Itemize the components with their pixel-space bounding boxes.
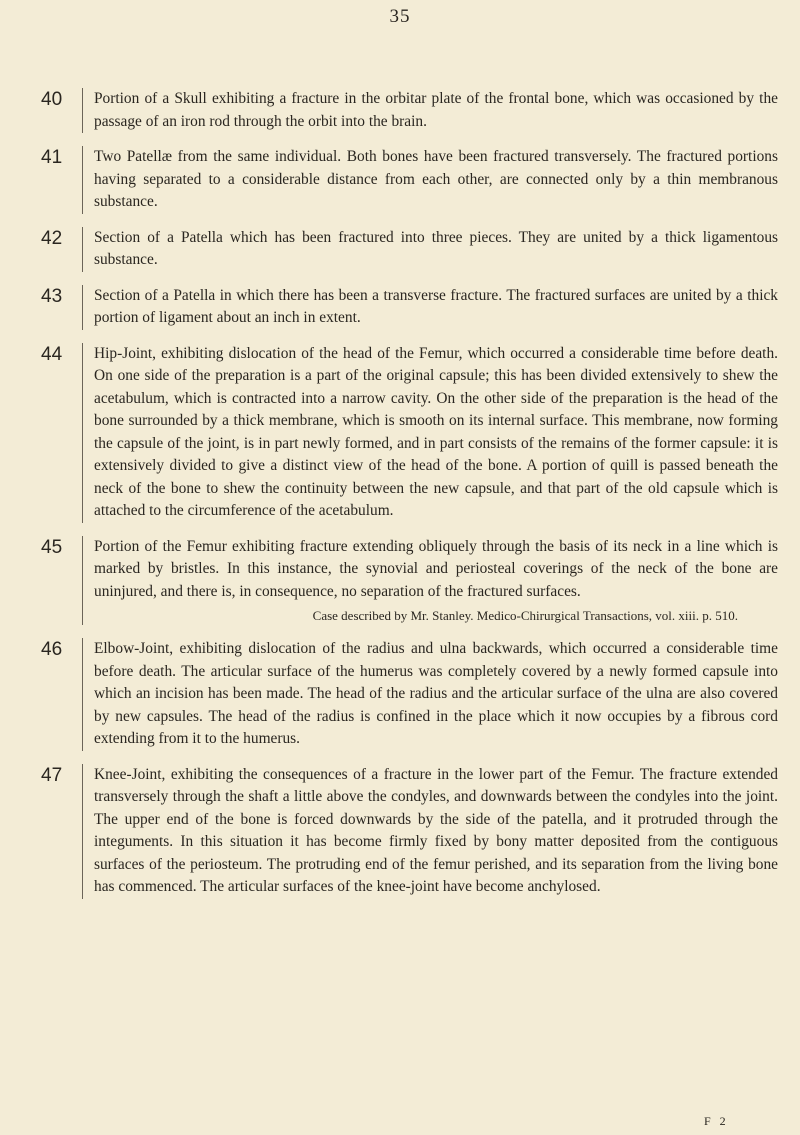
entry-body bbox=[82, 227, 778, 272]
entry-text: Hip-Joint, exhibiting dislocation of the head of the Femur, which occurred a considerable time before death. On one side of the preparation is a part of the original capsule; this has been divided extensively to shew the acetabulum, which is contracted into a narrow cavity. On the other side of the preparation is the head of the bone surrounded by a thick membrane, which is smooth on its internal surface. This membrane, now forming the capsule of the joint, is in part newly formed, and in part consists of the remains of the former capsule: it is extensively divided to give a distinct view of the head of the bone. A portion of quill is passed beneath the neck of the bone to shew the continuity between the new capsule, and that part of the old capsule which is attached to the circumference of the acetabulum. bbox=[94, 344, 778, 519]
entry-body bbox=[82, 146, 778, 214]
catalogue-entry bbox=[0, 88, 800, 133]
entry-body bbox=[82, 536, 778, 626]
catalogue-entry bbox=[0, 638, 800, 751]
entry-text: Portion of a Skull exhibiting a fracture in the orbitar plate of the frontal bone, which was occasioned by the passage of an iron rod through the orbit into the brain. bbox=[94, 90, 778, 130]
entry-body bbox=[82, 88, 778, 133]
catalogue-entry bbox=[0, 146, 800, 214]
signature-mark: F 2 bbox=[704, 1114, 729, 1128]
entry-body bbox=[82, 343, 778, 523]
entry-text: Elbow-Joint, exhibiting dislocation of the radius and ulna backwards, which occurred a considerable time before death. The articular surface of the humerus was completely covered by a newly formed capsule into which an incision has been made. The head of the radius and the articular surface of the ulna are also covered by new capsules. The head of the radius is confined in the place which it now occupies by a fibrous cord extending from it to the humerus. bbox=[94, 640, 778, 747]
entry-text: Knee-Joint, exhibiting the consequences of a fracture in the lower part of the Femur. The fracture extended transversely through the shaft a little above the condyles, and downwards between the condyles into the joint. The upper end of the bone is forced downwards by the side of the patella, and it protruded through the integuments. In this situation it has become firmly fixed by bony matter deposited from the contiguous surfaces of the periosteum. The protruding end of the femur perished, and its separation from the living bone has commenced. The articular surfaces of the knee-joint have become anchylosed. bbox=[94, 765, 778, 895]
entry-text: Portion of the Femur exhibiting fracture extending obliquely through the basis of its neck in a line which is marked by bristles. In this instance, the synovial and periosteal coverings of the neck of the bone are uninjured, and there is, in consequence, no separation of the fractured surfaces. bbox=[94, 537, 778, 600]
entry-body bbox=[82, 285, 778, 330]
entry-number: 45 bbox=[41, 536, 63, 558]
catalogue-entry bbox=[0, 285, 800, 330]
entry-number: 42 bbox=[41, 227, 63, 249]
entry-text: Section of a Patella in which there has been a transverse fracture. The fractured surfaces are united by a thick portion of ligament about an inch in extent. bbox=[94, 286, 778, 326]
entry-text: Two Patellæ from the same individual. Both bones have been fractured transversely. The fractured portions having separated to a considerable distance from each other, are connected only by a thin membranous substance. bbox=[94, 148, 778, 210]
entry-number: 47 bbox=[41, 764, 63, 786]
entry-number: 43 bbox=[41, 285, 63, 307]
catalogue-entries bbox=[0, 88, 800, 912]
entry-body bbox=[82, 638, 778, 751]
entry-body bbox=[82, 764, 778, 899]
entry-number: 46 bbox=[41, 639, 63, 660]
page-number: 35 bbox=[389, 6, 411, 27]
entry-number: 40 bbox=[41, 89, 63, 110]
catalogue-entry bbox=[0, 343, 800, 523]
entry-text: Section of a Patella which has been fractured into three pieces. They are united by a thick ligamentous substance. bbox=[94, 228, 778, 268]
catalogue-entry bbox=[0, 227, 800, 272]
entry-number: 44 bbox=[41, 343, 63, 365]
entry-number: 41 bbox=[41, 147, 63, 168]
entry-citation: Case described by Mr. Stanley. Medico-Chirurgical Transactions, vol. xiii. p. 510. bbox=[312, 608, 738, 623]
catalogue-entry bbox=[0, 536, 800, 626]
catalogue-entry bbox=[0, 764, 800, 899]
